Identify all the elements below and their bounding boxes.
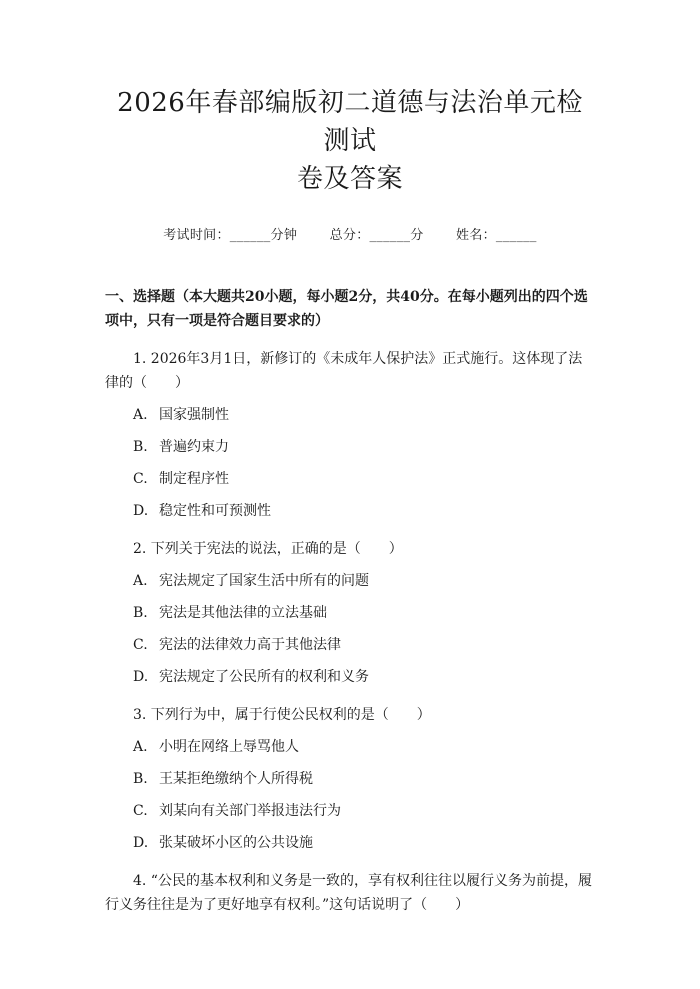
question-stem: 3. 下列行为中，属于行使公民权利的是（ ） xyxy=(133,707,431,723)
option-text: 宪法规定了公民所有的权利和义务 xyxy=(159,669,369,685)
option-letter: C. xyxy=(133,637,148,653)
option-text: 刘某向有关部门举报违法行为 xyxy=(159,803,341,819)
option-text: 小明在网络上辱骂他人 xyxy=(159,739,299,755)
option-letter: C. xyxy=(133,803,148,819)
exam-info xyxy=(105,224,595,243)
title-line-2: 卷及答案 xyxy=(296,164,403,194)
option-d xyxy=(105,831,595,855)
option-a xyxy=(105,403,595,427)
option-letter: C. xyxy=(133,471,148,487)
option-b xyxy=(105,435,595,459)
section-heading: 一、选择题（本大题共20小题，每小题2分，共40分。在每小题列出的四个选项中，只有一项是符合题目要求的） xyxy=(105,289,588,329)
option-letter: B. xyxy=(133,605,148,621)
option-a xyxy=(105,735,595,759)
option-c xyxy=(105,467,595,491)
option-text: 王某拒绝缴纳个人所得税 xyxy=(159,771,313,787)
option-b xyxy=(105,601,595,625)
option-letter: D. xyxy=(133,669,149,685)
option-letter: B. xyxy=(133,439,148,455)
option-text: 稳定性和可预测性 xyxy=(159,503,271,519)
name-field: 姓名：______ xyxy=(456,228,537,243)
option-letter: B. xyxy=(133,771,148,787)
total-score-field: 总分：______分 xyxy=(329,228,424,243)
option-c xyxy=(105,799,595,823)
document-title xyxy=(105,84,595,198)
question-stem: 4. “公民的基本权利和义务是一致的，享有权利往往以履行义务为前提，履行义务往往是为了更好地享有权利。”这句话说明了（ ） xyxy=(105,873,592,913)
option-letter: A. xyxy=(133,573,148,589)
option-letter: D. xyxy=(133,835,149,851)
option-text: 张某破坏小区的公共设施 xyxy=(159,835,313,851)
question-2 xyxy=(105,537,595,689)
option-text: 制定程序性 xyxy=(159,471,229,487)
exam-page xyxy=(0,84,700,989)
option-letter: D. xyxy=(133,503,149,519)
option-c xyxy=(105,633,595,657)
question-stem: 1. 2026年3月1日，新修订的《未成年人保护法》正式施行。这体现了法律的（ ） xyxy=(105,351,583,391)
option-letter: A. xyxy=(133,407,148,423)
option-text: 宪法是其他法律的立法基础 xyxy=(159,605,327,621)
exam-time-field: 考试时间：______分钟 xyxy=(163,228,298,243)
option-text: 国家强制性 xyxy=(159,407,229,423)
option-text: 普遍约束力 xyxy=(159,439,229,455)
question-3 xyxy=(105,703,595,855)
option-b xyxy=(105,767,595,791)
question-4 xyxy=(105,869,595,917)
question-1 xyxy=(105,347,595,523)
option-text: 宪法规定了国家生活中所有的问题 xyxy=(159,573,369,589)
title-line-1: 2026年春部编版初二道德与法治单元检测试 xyxy=(117,88,583,156)
option-d xyxy=(105,499,595,523)
option-d xyxy=(105,665,595,689)
option-a xyxy=(105,569,595,593)
question-stem: 2. 下列关于宪法的说法，正确的是（ ） xyxy=(133,541,403,557)
option-letter: A. xyxy=(133,739,148,755)
option-text: 宪法的法律效力高于其他法律 xyxy=(159,637,341,653)
